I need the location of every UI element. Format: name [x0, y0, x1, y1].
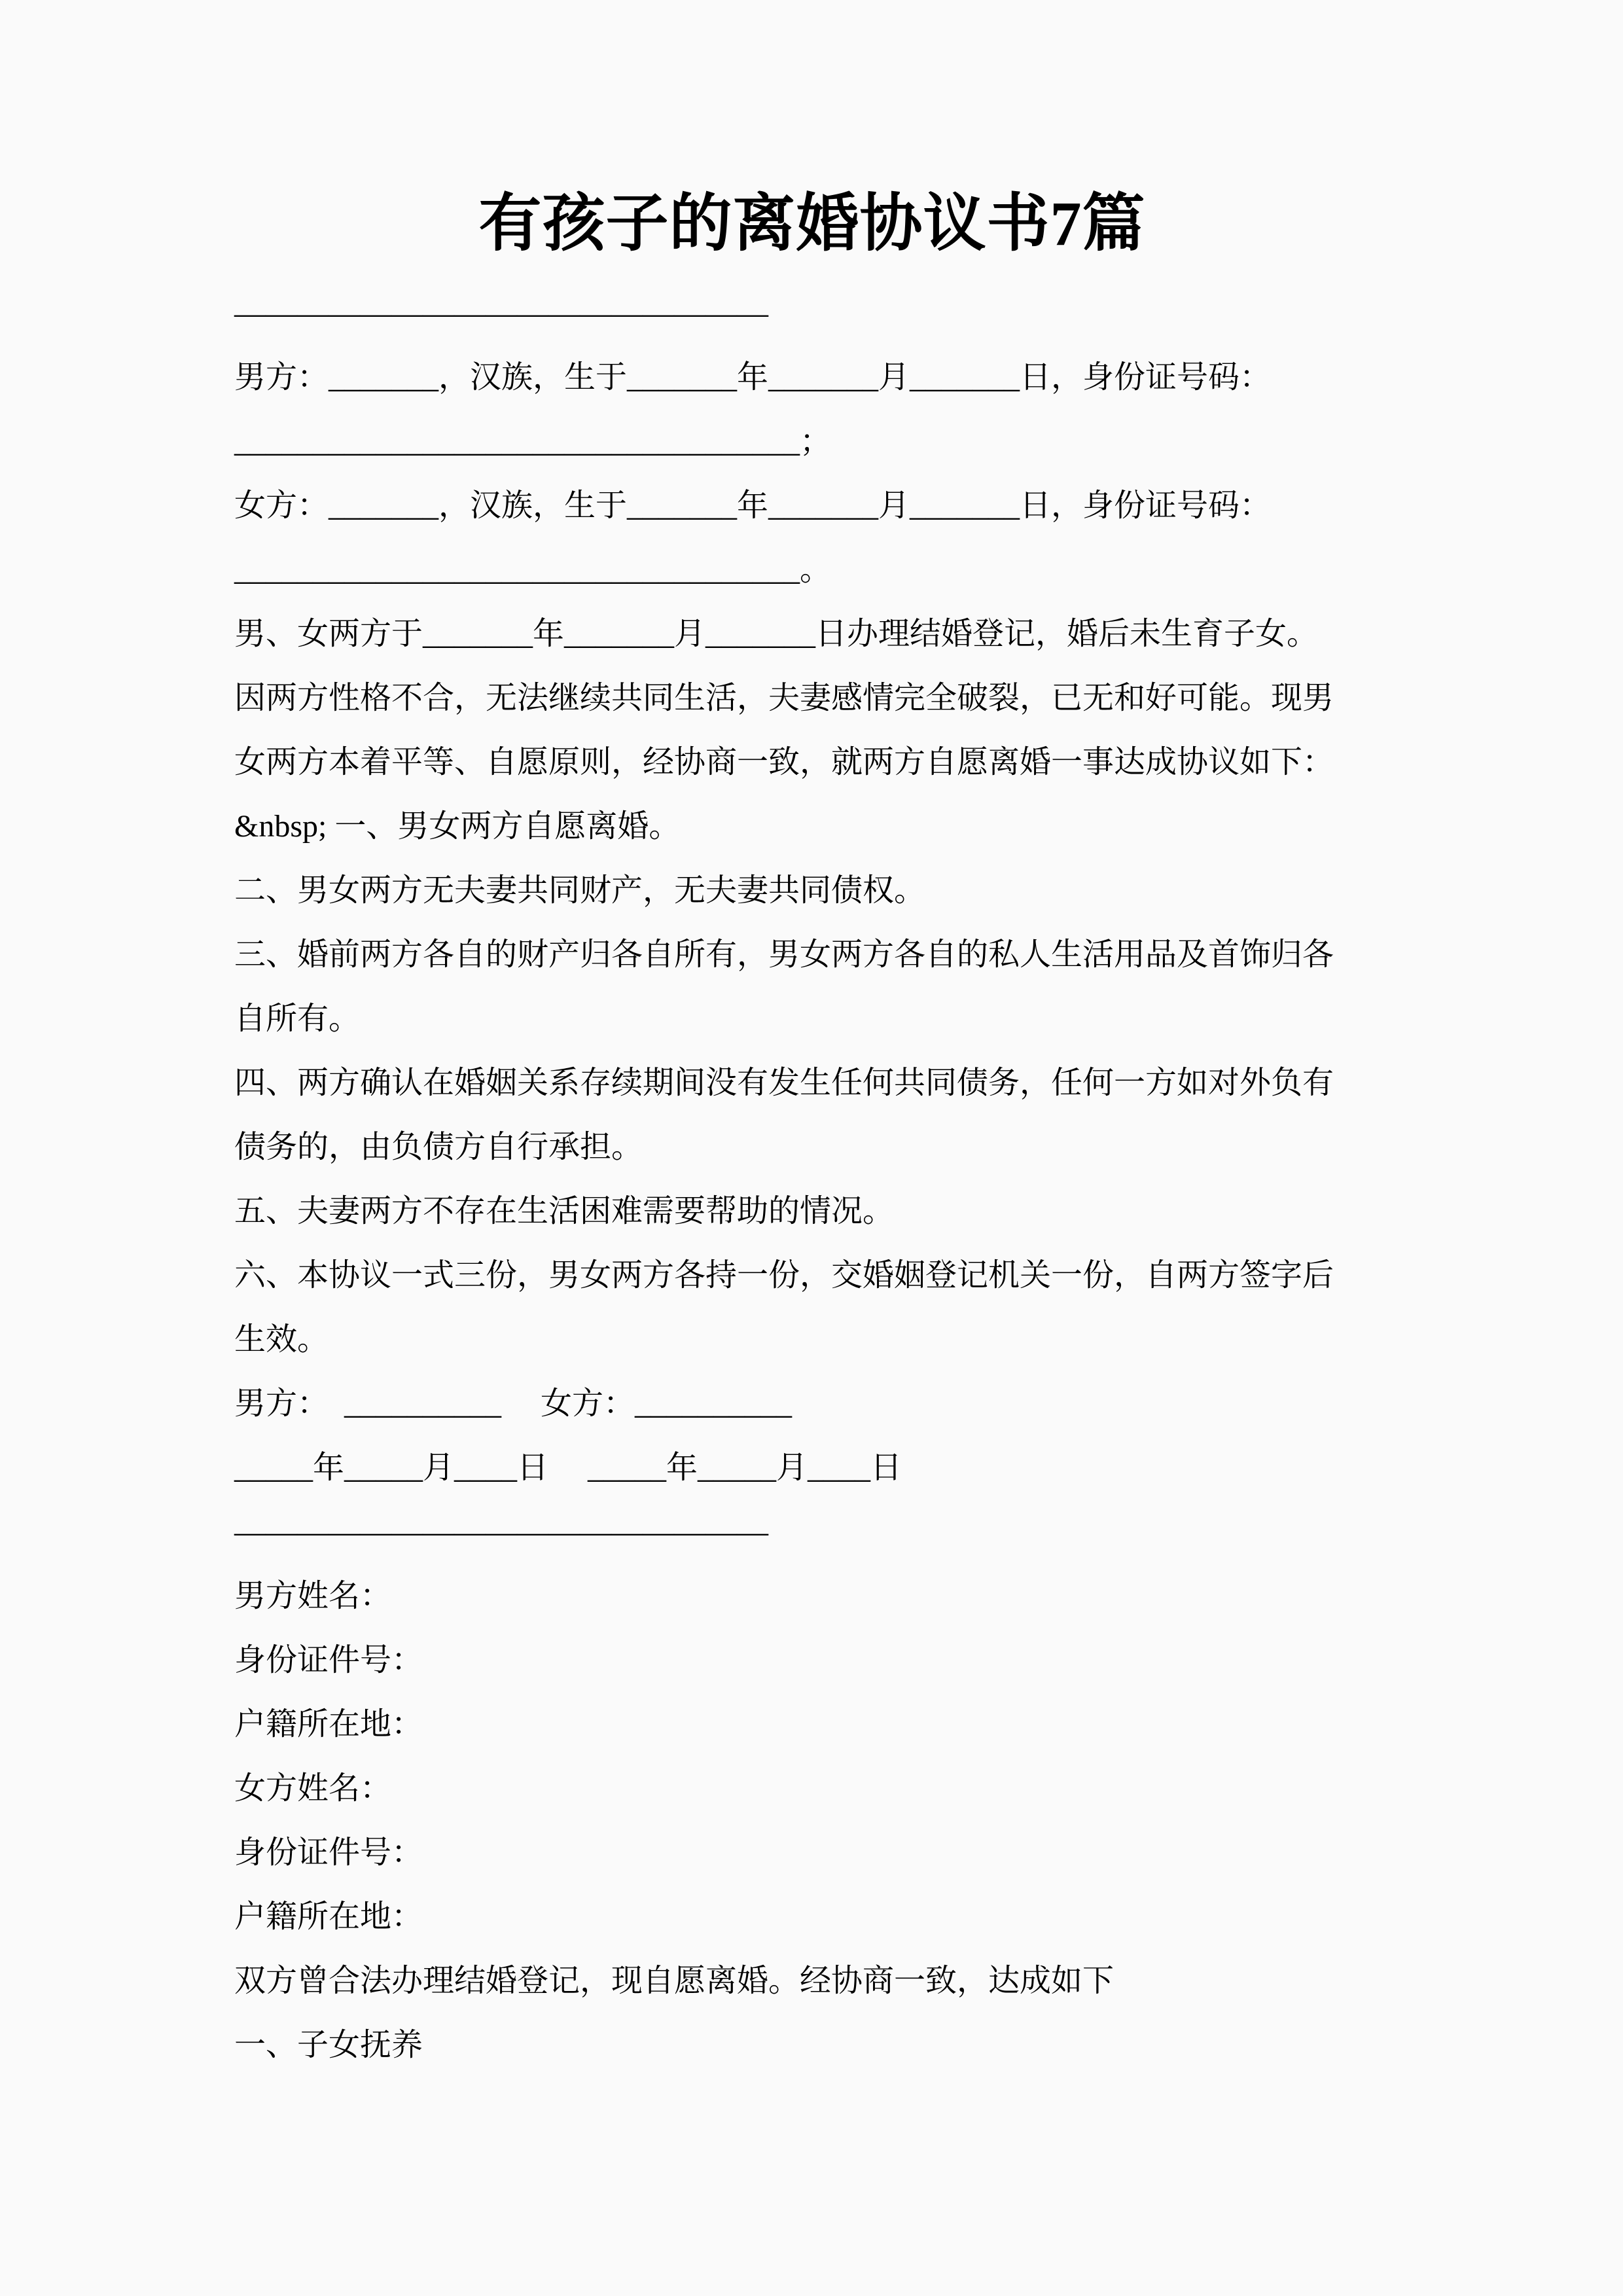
clause-3-line-1: 三、婚前两方各自的财产归各自所有，男女两方各自的私人生活用品及首饰归各: [234, 937, 1334, 972]
child-custody-heading-line: 一、子女抚养: [234, 2028, 423, 2062]
signature-date-line: _____年_____月____日 _____年_____月____日: [234, 1450, 902, 1485]
female-id-label-line: 身份证件号：: [234, 1835, 423, 1870]
female-party-info-line: 女方：_______，汉族，生于_______年_______月_______日，身份证号码：: [234, 488, 1272, 523]
divorce-reason-line-1: 因两方性格不合，无法继续共同生活，夫妻感情完全破裂，已无和好可能。现男: [234, 681, 1334, 715]
male-name-label-line: 男方姓名：: [234, 1579, 392, 1613]
clause-5-line: 五、夫妻两方不存在生活困难需要帮助的情况。: [234, 1194, 895, 1229]
clause-6-line-2: 生效。: [234, 1322, 329, 1357]
clause-1-line: &nbsp; 一、男女两方自愿离婚。: [234, 809, 681, 844]
male-residence-label-line: 户籍所在地：: [234, 1707, 423, 1742]
document-body: [234, 0, 1390, 2077]
document-title: 有孩子的离婚协议书7篇: [478, 188, 1146, 259]
second-agreement-intro-line: 双方曾合法办理结婚登记，现自愿离婚。经协商一致，达成如下: [234, 1964, 1115, 1998]
male-id-label-line: 身份证件号：: [234, 1643, 423, 1677]
male-id-number-blank-line: ____________________________________；: [234, 424, 832, 459]
male-party-info-line: 男方：_______，汉族，生于_______年_______月_______日，身份证号码：: [234, 360, 1272, 395]
divorce-reason-line-2: 女两方本着平等、自愿原则，经协商一致，就两方自愿离婚一事达成协议如下：: [234, 745, 1334, 780]
clause-4-line-2: 债务的，由负债方自行承担。: [234, 1130, 643, 1164]
clause-6-line-1: 六、本协议一式三份，男女两方各持一份，交婚姻登记机关一份，自两方签字后: [234, 1258, 1334, 1293]
female-residence-label-line: 户籍所在地：: [234, 1899, 423, 1934]
clause-2-line: 二、男女两方无夫妻共同财产，无夫妻共同债权。: [234, 873, 926, 908]
clause-4-line-1: 四、两方确认在婚姻关系存续期间没有发生任何共同债务，任何一方如对外负有: [234, 1066, 1334, 1100]
title-separator-line: —————————————————: [234, 296, 768, 331]
female-id-number-blank-line: ____________________________________。: [234, 552, 832, 587]
clause-3-line-2: 自所有。: [234, 1001, 361, 1036]
marriage-registration-line: 男、女两方于_______年_______月_______日办理结婚登记，婚后未生育子女。: [234, 617, 1319, 651]
section-separator-line: —————————————————: [234, 1515, 768, 1549]
female-name-label-line: 女方姓名：: [234, 1771, 392, 1806]
signature-parties-line: 男方： __________ 女方：__________: [234, 1386, 793, 1421]
